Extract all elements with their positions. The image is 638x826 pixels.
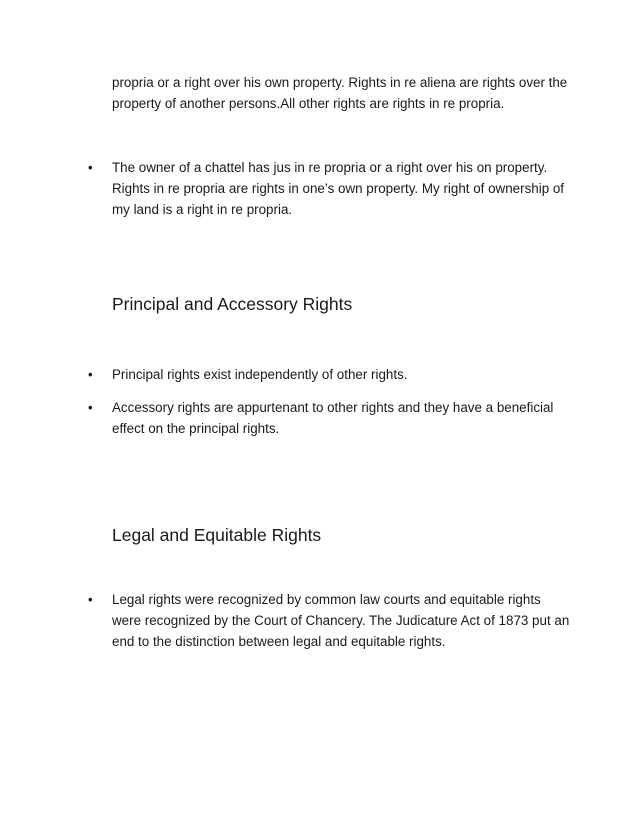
bullet-marker: • <box>88 400 93 415</box>
bullet-text-legal: Legal rights were recognized by common law courts and equitable rights were recognized by the Court of Chancery. The Judicature Act of 1873 put an end to the distinction between legal and equitable rights. <box>112 592 570 649</box>
bullet-marker: • <box>88 592 93 607</box>
bullet-marker: • <box>88 367 93 382</box>
bullet-item-legal <box>88 589 572 652</box>
intro-paragraph-block <box>112 72 572 114</box>
section-heading-principal: Principal and Accessory Rights <box>112 294 353 314</box>
bullet-text-accessory: Accessory rights are appurtenant to other rights and they have a beneficial effect on the principal rights. <box>112 400 554 436</box>
bullet-marker: • <box>88 160 93 175</box>
bullet-item-principal <box>88 364 572 385</box>
bullet-item-accessory <box>88 397 572 439</box>
section-heading-legal: Legal and Equitable Rights <box>112 525 322 545</box>
bullet-item-chattel <box>88 157 572 220</box>
section-heading-legal-block <box>112 523 572 547</box>
intro-paragraph: propria or a right over his own property. Rights in re aliena are rights over the property of another persons.All other rights are rights in re propria. <box>112 75 568 111</box>
bullet-text-principal: Principal rights exist independently of other rights. <box>112 367 408 382</box>
section-heading-principal-block <box>112 292 572 316</box>
bullet-text-chattel: The owner of a chattel has jus in re propria or a right over his on property. Rights in re propria are rights in one’s own property. My right of ownership of my land is a right in re propria. <box>112 160 565 217</box>
